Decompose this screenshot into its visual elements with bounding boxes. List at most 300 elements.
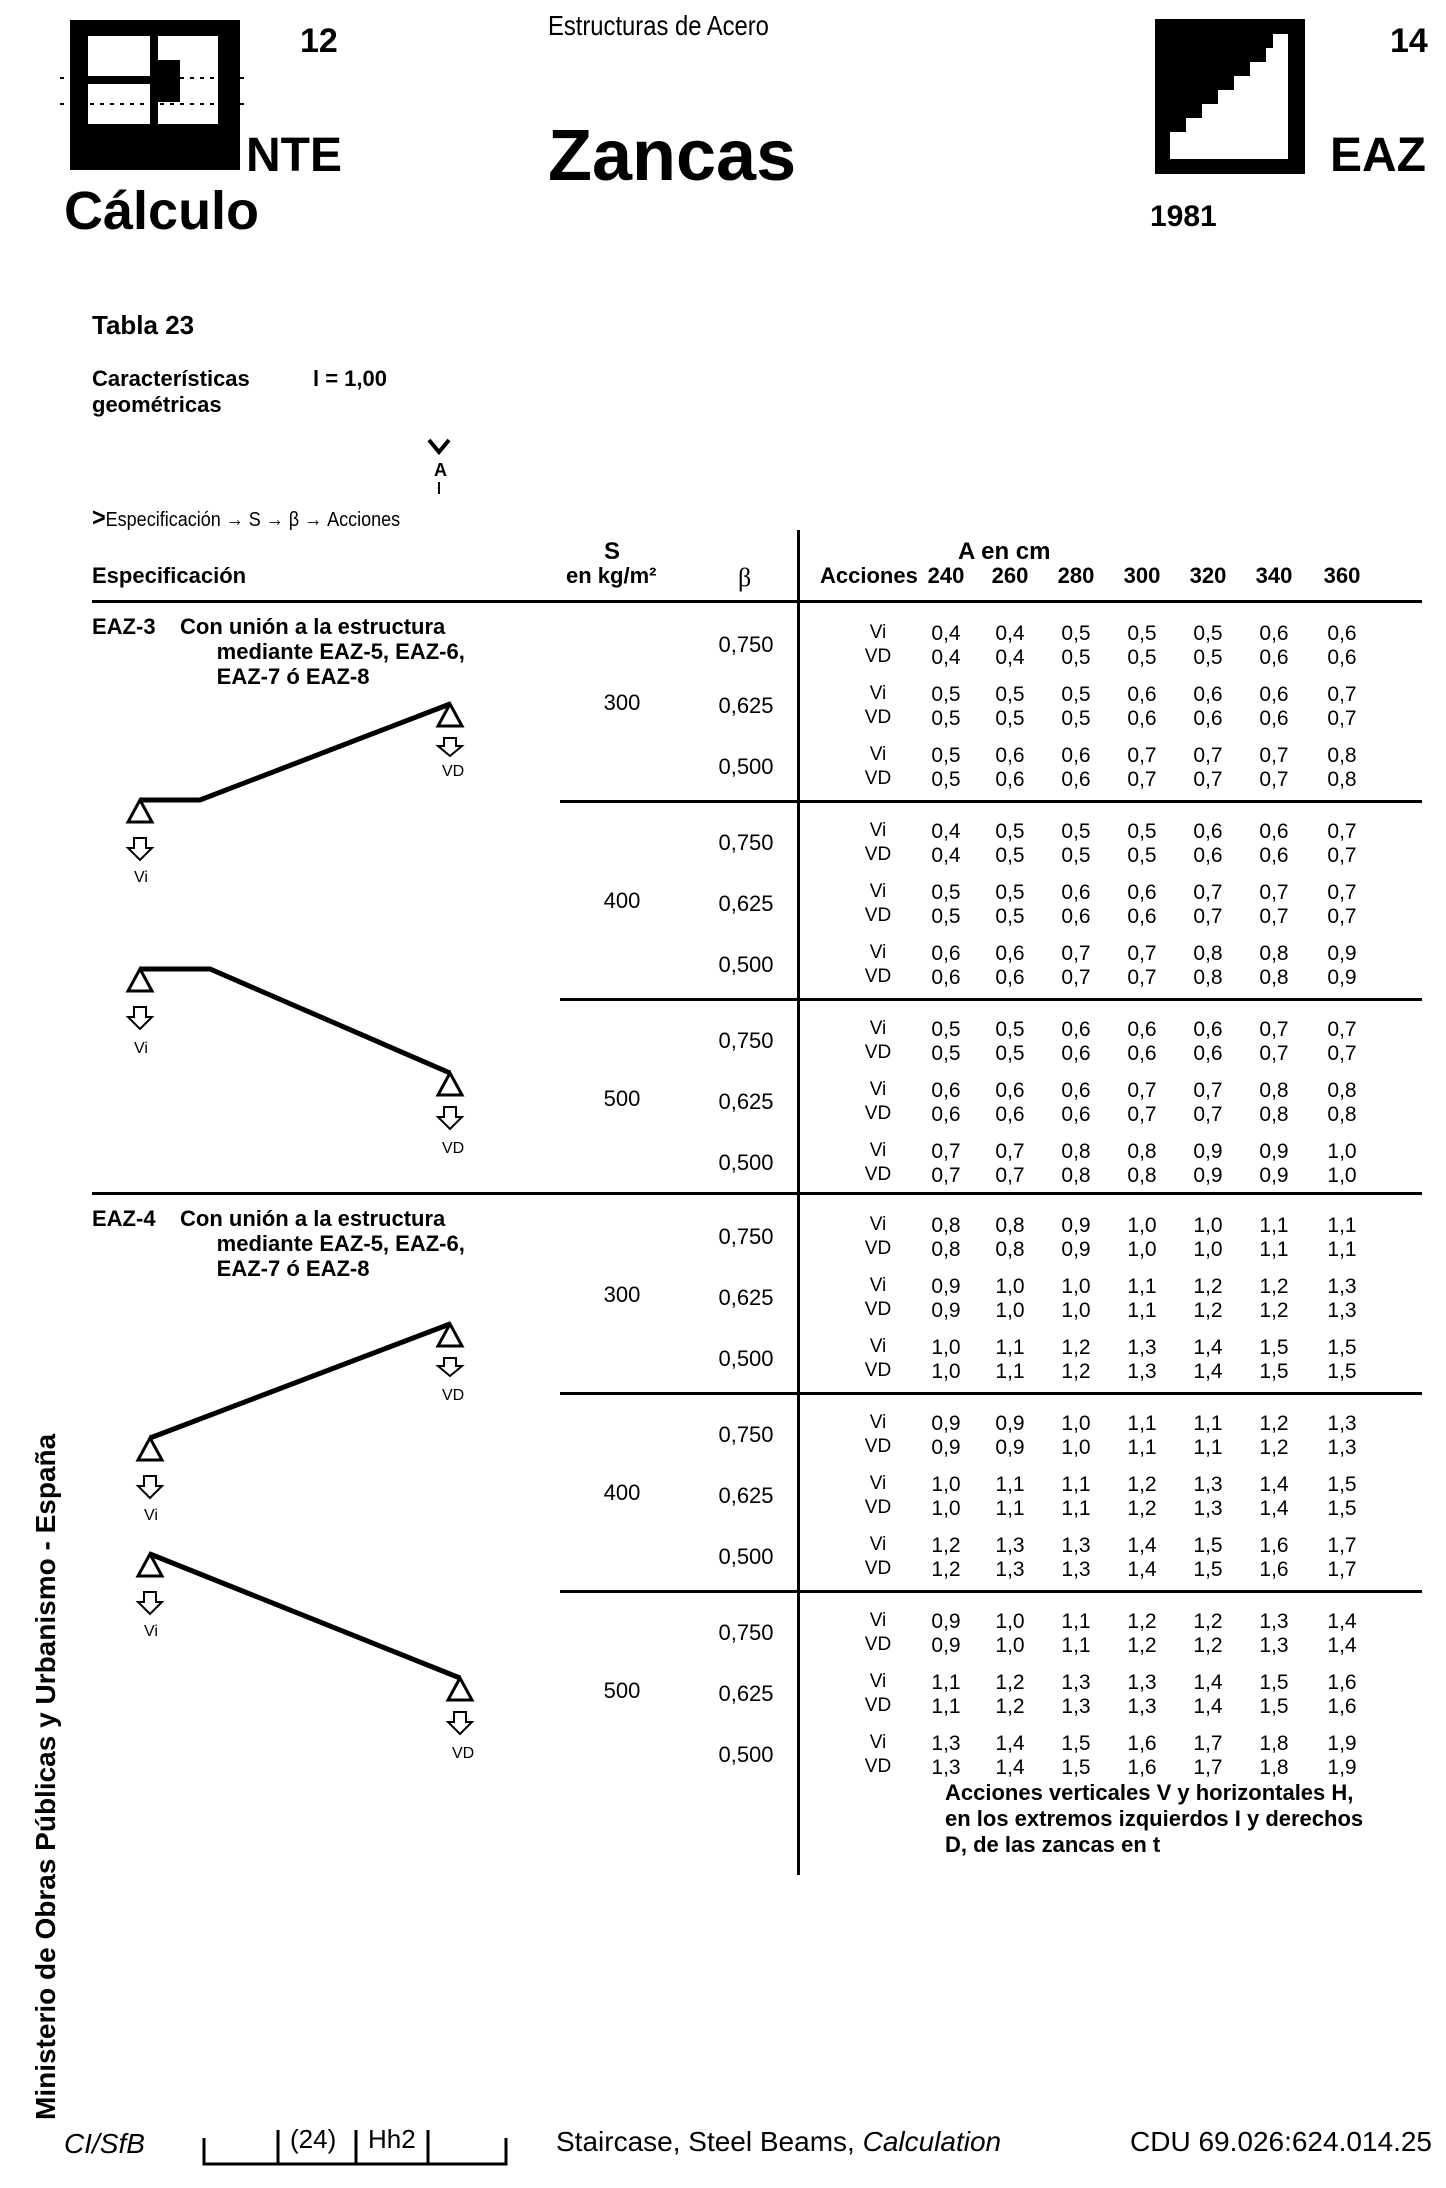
cell-vd: 0,7 <box>1327 905 1357 928</box>
cell-vi: 0,7 <box>1193 1079 1223 1102</box>
cell-vi: 0,5 <box>1061 820 1091 843</box>
cell-vi: 0,6 <box>995 1079 1025 1102</box>
cell-vd: 1,3 <box>1259 1634 1289 1657</box>
cell-vd: 1,0 <box>1193 1238 1223 1261</box>
cell-vd: 0,5 <box>1061 646 1091 669</box>
page-number-right: 14 <box>1390 22 1428 60</box>
action-label-vi: Vi <box>869 622 887 643</box>
spec-divider <box>92 1192 1422 1195</box>
beta-value: 0,750 <box>718 632 774 657</box>
load-value: 300 <box>603 1282 641 1307</box>
cell-vd: 0,6 <box>1193 1042 1223 1065</box>
cell-vi: 0,6 <box>1259 683 1289 706</box>
cell-vd: 1,3 <box>995 1558 1025 1581</box>
cell-vd: 0,7 <box>1327 707 1357 730</box>
cell-vi: 0,7 <box>1327 683 1357 706</box>
cell-vd: 0,4 <box>931 646 961 669</box>
cell-vd: 0,9 <box>931 1634 961 1657</box>
action-label-vi: Vi <box>869 820 887 841</box>
cell-vd: 1,9 <box>1327 1756 1357 1779</box>
cell-vi: 1,4 <box>1327 1610 1357 1633</box>
action-label-vd: VD <box>864 966 892 987</box>
cell-vd: 0,5 <box>995 707 1025 730</box>
cell-vd: 1,3 <box>1127 1695 1157 1718</box>
cell-vi: 1,5 <box>1061 1732 1091 1755</box>
cell-vi: 0,9 <box>1193 1140 1223 1163</box>
cell-vd: 0,8 <box>1259 966 1289 989</box>
header-s: S <box>604 538 621 565</box>
l-value: l = 1,00 <box>313 366 388 391</box>
cell-vd: 0,6 <box>1061 1103 1091 1126</box>
action-label-vi: Vi <box>869 1079 887 1100</box>
footer-description <box>556 2126 1001 2158</box>
header-a-value: 360 <box>1323 563 1361 588</box>
cell-vd: 1,1 <box>1127 1436 1157 1459</box>
cell-vd: 1,2 <box>1193 1634 1223 1657</box>
cell-vi: 0,7 <box>1327 1018 1357 1041</box>
beta-value: 0,625 <box>718 1089 774 1114</box>
cell-vi: 0,8 <box>1193 942 1223 965</box>
cell-vi: 0,5 <box>1061 622 1091 645</box>
cell-vi: 1,3 <box>995 1534 1025 1557</box>
cell-vi: 1,7 <box>1327 1534 1357 1557</box>
cell-vi: 0,7 <box>1193 744 1223 767</box>
cell-vd: 0,8 <box>1127 1164 1157 1187</box>
cell-vi: 1,9 <box>1327 1732 1357 1755</box>
cell-vi: 1,3 <box>1259 1610 1289 1633</box>
flow-text: Especificación → S → β → Acciones <box>105 509 401 531</box>
cell-vd: 0,6 <box>931 1103 961 1126</box>
spec-code: EAZ-4 <box>92 1206 156 1231</box>
load-value: 500 <box>603 1678 641 1703</box>
cell-vi: 0,8 <box>995 1214 1025 1237</box>
cell-vi: 1,4 <box>1259 1473 1289 1496</box>
cell-vd: 1,6 <box>1259 1558 1289 1581</box>
beta-value: 0,625 <box>718 1483 774 1508</box>
eaz-logo-icon <box>1150 14 1310 179</box>
cell-vi: 0,8 <box>1061 1140 1091 1163</box>
action-label-vd: VD <box>864 1238 892 1259</box>
legend-line-2: en los extremos izquierdos I y derechos <box>945 1806 1364 1831</box>
action-label-vd: VD <box>864 646 892 667</box>
load-value: 300 <box>603 690 641 715</box>
cell-vi: 1,2 <box>1061 1336 1091 1359</box>
cell-vi: 0,8 <box>1327 1079 1357 1102</box>
cell-vi: 1,5 <box>1193 1534 1223 1557</box>
cell-vi: 1,3 <box>1127 1336 1157 1359</box>
cell-vd: 1,4 <box>1259 1497 1289 1520</box>
cell-vi: 1,1 <box>1061 1473 1091 1496</box>
section-title: Cálculo <box>64 181 260 241</box>
header-s-unit: en kg/m² <box>566 563 657 588</box>
cell-vd: 0,6 <box>995 1103 1025 1126</box>
cisib-code: (24) <box>290 2124 337 2154</box>
cell-vi: 1,3 <box>1327 1275 1357 1298</box>
cell-vd: 0,5 <box>931 1042 961 1065</box>
cell-vi: 0,8 <box>1259 1079 1289 1102</box>
group-divider <box>560 800 1422 803</box>
action-label-vd: VD <box>864 1497 892 1518</box>
cell-vd: 0,7 <box>1327 1042 1357 1065</box>
cell-vd: 1,0 <box>931 1360 961 1383</box>
cell-vd: 1,3 <box>1193 1497 1223 1520</box>
cisib-hh: Hh2 <box>368 2124 416 2154</box>
cell-vi: 1,5 <box>1327 1473 1357 1496</box>
cell-vd: 1,5 <box>1061 1756 1091 1779</box>
legend-line-3: D, de las zancas en t <box>945 1832 1161 1857</box>
cell-vd: 1,5 <box>1327 1360 1357 1383</box>
cell-vd: 1,5 <box>1259 1695 1289 1718</box>
ministry-side-text: Ministerio de Obras Públicas y Urbanismo - España <box>30 1433 61 2120</box>
cell-vi: 1,2 <box>1193 1610 1223 1633</box>
legend-text <box>945 1780 1363 1858</box>
cell-vd: 1,5 <box>1327 1497 1357 1520</box>
cell-vi: 0,9 <box>1061 1214 1091 1237</box>
cell-vi: 1,1 <box>1127 1275 1157 1298</box>
beta-value: 0,625 <box>718 1681 774 1706</box>
group-divider <box>560 1590 1422 1593</box>
spec-code: EAZ-3 <box>92 614 156 639</box>
cell-vd: 0,9 <box>931 1436 961 1459</box>
legend-line-1: Acciones verticales V y horizontales H, <box>945 1780 1354 1805</box>
cell-vd: 1,1 <box>1327 1238 1357 1261</box>
cell-vi: 1,3 <box>1061 1671 1091 1694</box>
beta-value: 0,500 <box>718 1346 774 1371</box>
cell-vd: 0,7 <box>1127 1103 1157 1126</box>
cell-vd: 0,4 <box>995 646 1025 669</box>
cell-vd: 0,8 <box>1259 1103 1289 1126</box>
beta-value: 0,750 <box>718 1422 774 1447</box>
cell-vi: 1,2 <box>995 1671 1025 1694</box>
beta-value: 0,625 <box>718 891 774 916</box>
cell-vd: 0,5 <box>995 1042 1025 1065</box>
flow-description <box>92 502 400 533</box>
cell-vi: 1,2 <box>931 1534 961 1557</box>
cell-vi: 1,2 <box>1127 1610 1157 1633</box>
cell-vi: 0,6 <box>1193 683 1223 706</box>
beta-value: 0,750 <box>718 1620 774 1645</box>
cell-vi: 1,6 <box>1259 1534 1289 1557</box>
cell-vd: 1,2 <box>1127 1634 1157 1657</box>
cell-vi: 0,6 <box>1127 1018 1157 1041</box>
action-label-vi: Vi <box>869 1671 887 1692</box>
cell-vi: 0,6 <box>931 1079 961 1102</box>
nte-label: NTE <box>246 129 342 182</box>
cell-vi: 1,3 <box>1327 1412 1357 1435</box>
cell-vd: 0,5 <box>995 905 1025 928</box>
cell-vd: 0,9 <box>931 1299 961 1322</box>
header-a-value: 340 <box>1255 563 1293 588</box>
cell-vi: 0,7 <box>1127 1079 1157 1102</box>
footer-desc-italic: Calculation <box>862 2126 1002 2157</box>
beta-value: 0,500 <box>718 952 774 977</box>
cell-vd: 1,0 <box>931 1497 961 1520</box>
subject-title: Estructuras de Acero <box>548 10 769 41</box>
cell-vd: 1,0 <box>995 1634 1025 1657</box>
cell-vi: 1,3 <box>1193 1473 1223 1496</box>
cell-vd: 1,1 <box>1061 1497 1091 1520</box>
cell-vd: 0,6 <box>931 966 961 989</box>
cell-vd: 0,6 <box>995 966 1025 989</box>
cell-vi: 0,6 <box>995 942 1025 965</box>
cell-vi: 0,9 <box>931 1412 961 1435</box>
cell-vi: 0,5 <box>1061 683 1091 706</box>
cell-vi: 0,5 <box>995 881 1025 904</box>
cell-vi: 0,6 <box>1061 1079 1091 1102</box>
cell-vd: 1,0 <box>1061 1436 1091 1459</box>
stair-diagram-eaz3-upper <box>120 690 500 890</box>
stair-diagram-eaz4-upper <box>120 1310 500 1550</box>
svg-text:VD: VD <box>442 763 465 780</box>
cell-vd: 1,4 <box>1193 1360 1223 1383</box>
action-label-vi: Vi <box>869 683 887 704</box>
cell-vd: 1,4 <box>1193 1695 1223 1718</box>
group-divider <box>560 1392 1422 1395</box>
cell-vi: 1,1 <box>931 1671 961 1694</box>
cell-vi: 0,6 <box>1193 1018 1223 1041</box>
cell-vd: 1,0 <box>1127 1238 1157 1261</box>
cell-vi: 0,6 <box>1193 820 1223 843</box>
cell-vi: 0,6 <box>1061 744 1091 767</box>
cell-vd: 0,9 <box>1061 1238 1091 1261</box>
cell-vd: 0,8 <box>1327 1103 1357 1126</box>
cell-vd: 0,7 <box>1193 768 1223 791</box>
cell-vd: 1,1 <box>1259 1238 1289 1261</box>
stair-diagram-eaz3-lower <box>120 955 500 1165</box>
cell-vd: 0,9 <box>1259 1164 1289 1187</box>
cell-vd: 0,7 <box>1259 905 1289 928</box>
cell-vi: 0,7 <box>1327 881 1357 904</box>
cell-vi: 1,6 <box>1127 1732 1157 1755</box>
cell-vd: 1,2 <box>1259 1436 1289 1459</box>
action-label-vd: VD <box>864 1436 892 1457</box>
spec-description: Con unión a la estructura mediante EAZ-5, EAZ-6, EAZ-7 ó EAZ-8 <box>180 1206 465 1281</box>
cell-vi: 1,2 <box>1193 1275 1223 1298</box>
cell-vd: 0,7 <box>995 1164 1025 1187</box>
cell-vi: 0,9 <box>1327 942 1357 965</box>
cell-vi: 0,6 <box>1061 1018 1091 1041</box>
cell-vi: 0,7 <box>1193 881 1223 904</box>
action-label-vd: VD <box>864 1695 892 1716</box>
cell-vd: 0,8 <box>1061 1164 1091 1187</box>
cell-vd: 1,3 <box>1327 1436 1357 1459</box>
cell-vd: 0,7 <box>1193 905 1223 928</box>
cell-vi: 1,0 <box>995 1275 1025 1298</box>
cell-vi: 0,9 <box>1259 1140 1289 1163</box>
cell-vi: 0,7 <box>1259 881 1289 904</box>
cell-vi: 0,5 <box>931 744 961 767</box>
cell-vd: 1,2 <box>1259 1299 1289 1322</box>
cell-vi: 0,5 <box>1127 622 1157 645</box>
action-label-vd: VD <box>864 1756 892 1777</box>
cell-vi: 0,5 <box>995 820 1025 843</box>
cell-vd: 1,2 <box>931 1558 961 1581</box>
load-value: 400 <box>603 888 641 913</box>
cell-vi: 0,7 <box>1127 744 1157 767</box>
cell-vi: 0,9 <box>995 1412 1025 1435</box>
flow-a-label: A <box>434 460 447 480</box>
cell-vi: 1,0 <box>1127 1214 1157 1237</box>
cell-vd: 0,9 <box>1193 1164 1223 1187</box>
cell-vi: 0,4 <box>931 820 961 843</box>
eaz-label: EAZ <box>1330 129 1426 182</box>
cell-vi: 0,8 <box>1127 1140 1157 1163</box>
header-acciones: Acciones <box>820 563 918 588</box>
action-label-vi: Vi <box>869 1534 887 1555</box>
cisib-label: CI/SfB <box>64 2128 145 2159</box>
cell-vd: 1,2 <box>1193 1299 1223 1322</box>
cell-vi: 1,1 <box>995 1336 1025 1359</box>
beta-value: 0,500 <box>718 1150 774 1175</box>
header-a-value: 280 <box>1057 563 1095 588</box>
svg-text:Vi: Vi <box>134 1040 148 1057</box>
cell-vd: 1,1 <box>995 1360 1025 1383</box>
beta-value: 0,750 <box>718 830 774 855</box>
cell-vi: 0,8 <box>1259 942 1289 965</box>
cell-vd: 0,6 <box>1259 844 1289 867</box>
cell-vd: 1,7 <box>1193 1756 1223 1779</box>
action-label-vd: VD <box>864 707 892 728</box>
cell-vi: 1,2 <box>1127 1473 1157 1496</box>
beta-value: 0,500 <box>718 1544 774 1569</box>
cell-vd: 0,6 <box>1061 1042 1091 1065</box>
cell-vd: 1,5 <box>1193 1558 1223 1581</box>
cell-vi: 1,1 <box>995 1473 1025 1496</box>
cell-vd: 0,6 <box>1061 905 1091 928</box>
action-label-vd: VD <box>864 1558 892 1579</box>
spec-description: Con unión a la estructura mediante EAZ-5, EAZ-6, EAZ-7 ó EAZ-8 <box>180 614 465 689</box>
cell-vd: 0,8 <box>995 1238 1025 1261</box>
page-number-left: 12 <box>300 22 338 60</box>
cell-vd: 0,6 <box>1127 1042 1157 1065</box>
action-label-vi: Vi <box>869 1610 887 1631</box>
cell-vi: 1,7 <box>1193 1732 1223 1755</box>
header-a-en-cm: A en cm <box>958 538 1051 565</box>
cell-vi: 0,8 <box>1327 744 1357 767</box>
cell-vd: 1,6 <box>1327 1695 1357 1718</box>
action-label-vi: Vi <box>869 1214 887 1235</box>
action-label-vd: VD <box>864 844 892 865</box>
cell-vd: 0,6 <box>1193 707 1223 730</box>
cell-vd: 1,1 <box>1127 1299 1157 1322</box>
cell-vi: 0,6 <box>995 744 1025 767</box>
nte-logo-icon <box>60 12 245 177</box>
action-label-vi: Vi <box>869 1473 887 1494</box>
action-label-vi: Vi <box>869 1140 887 1161</box>
cell-vi: 1,3 <box>1127 1671 1157 1694</box>
cell-vd: 0,5 <box>931 905 961 928</box>
year: 1981 <box>1150 200 1217 233</box>
cell-vi: 1,3 <box>1061 1534 1091 1557</box>
cell-vi: 0,5 <box>1193 622 1223 645</box>
cell-vd: 0,7 <box>1127 966 1157 989</box>
cell-vi: 0,7 <box>1127 942 1157 965</box>
beta-value: 0,750 <box>718 1224 774 1249</box>
cell-vd: 0,5 <box>1127 844 1157 867</box>
cell-vi: 0,6 <box>1259 622 1289 645</box>
header-a-value: 320 <box>1189 563 1227 588</box>
beta-value: 0,500 <box>718 754 774 779</box>
cell-vi: 0,6 <box>1327 622 1357 645</box>
cell-vi: 1,4 <box>1193 1336 1223 1359</box>
cell-vd: 1,0 <box>995 1299 1025 1322</box>
beta-value: 0,625 <box>718 1285 774 1310</box>
svg-text:VD: VD <box>442 1387 465 1404</box>
cell-vi: 1,1 <box>1127 1412 1157 1435</box>
cell-vd: 1,3 <box>1127 1360 1157 1383</box>
cell-vi: 0,6 <box>1061 881 1091 904</box>
cell-vi: 0,5 <box>931 683 961 706</box>
load-value: 400 <box>603 1480 641 1505</box>
cell-vi: 1,0 <box>1327 1140 1357 1163</box>
cell-vi: 0,5 <box>931 881 961 904</box>
action-label-vd: VD <box>864 905 892 926</box>
cell-vd: 1,3 <box>931 1756 961 1779</box>
action-label-vi: Vi <box>869 1732 887 1753</box>
cell-vd: 1,3 <box>1061 1558 1091 1581</box>
cell-vi: 1,4 <box>1193 1671 1223 1694</box>
cdu-code: CDU 69.026:624.014.25 <box>1130 2126 1432 2157</box>
cell-vi: 1,0 <box>1193 1214 1223 1237</box>
action-label-vi: Vi <box>869 1018 887 1039</box>
cell-vi: 1,4 <box>1127 1534 1157 1557</box>
action-label-vi: Vi <box>869 881 887 902</box>
action-label-vi: Vi <box>869 1275 887 1296</box>
cell-vd: 1,1 <box>931 1695 961 1718</box>
cell-vi: 1,3 <box>931 1732 961 1755</box>
cell-vd: 1,2 <box>995 1695 1025 1718</box>
table-title: Tabla 23 <box>92 310 195 340</box>
cell-vd: 0,6 <box>1259 646 1289 669</box>
cell-vd: 0,9 <box>995 1436 1025 1459</box>
cell-vd: 0,6 <box>995 768 1025 791</box>
header-a-value: 260 <box>991 563 1029 588</box>
cell-vi: 1,1 <box>1259 1214 1289 1237</box>
header-espec: Especificación <box>92 563 247 588</box>
cell-vi: 0,6 <box>1127 881 1157 904</box>
cell-vd: 0,6 <box>1061 768 1091 791</box>
action-label-vi: Vi <box>869 942 887 963</box>
cell-vi: 1,8 <box>1259 1732 1289 1755</box>
cell-vd: 0,5 <box>1061 707 1091 730</box>
cell-vi: 0,7 <box>1259 1018 1289 1041</box>
header-beta: β <box>738 563 752 592</box>
cell-vd: 1,0 <box>1061 1299 1091 1322</box>
svg-text:VD: VD <box>442 1140 465 1157</box>
cell-vd: 0,4 <box>931 844 961 867</box>
arrow-down-icon <box>424 436 454 498</box>
cell-vd: 1,7 <box>1327 1558 1357 1581</box>
beta-value: 0,750 <box>718 1028 774 1053</box>
cell-vd: 0,7 <box>1259 768 1289 791</box>
cell-vd: 0,5 <box>1127 646 1157 669</box>
action-label-vi: Vi <box>869 1336 887 1357</box>
action-label-vd: VD <box>864 1360 892 1381</box>
cell-vi: 0,7 <box>1259 744 1289 767</box>
beta-value: 0,625 <box>718 693 774 718</box>
cell-vd: 0,6 <box>1259 707 1289 730</box>
cell-vd: 0,7 <box>1259 1042 1289 1065</box>
action-label-vi: Vi <box>869 1412 887 1433</box>
action-label-vd: VD <box>864 1042 892 1063</box>
stair-diagram-eaz4-lower <box>120 1540 500 1770</box>
cell-vd: 1,3 <box>1327 1299 1357 1322</box>
cell-vi: 0,7 <box>1327 820 1357 843</box>
cell-vd: 1,2 <box>1127 1497 1157 1520</box>
cell-vd: 1,6 <box>1127 1756 1157 1779</box>
cell-vd: 1,3 <box>1061 1695 1091 1718</box>
cell-vd: 0,7 <box>1127 768 1157 791</box>
